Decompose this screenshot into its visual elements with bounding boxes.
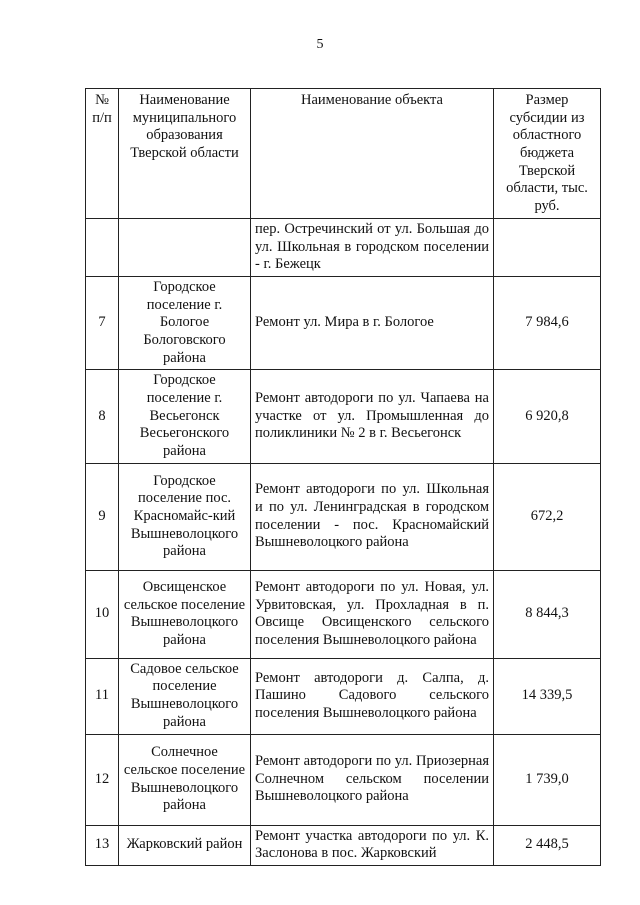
page-number: 5	[316, 37, 324, 52]
table-row	[86, 734, 601, 825]
row-object: Ремонт ул. Мира в г. Бологое	[251, 276, 494, 369]
table-row	[86, 218, 601, 276]
table-header-row	[86, 89, 601, 219]
row-num: 8	[86, 370, 119, 463]
row-municipality: Городское поселение пос. Красномайс-кий Вышневолоцкого района	[119, 463, 251, 570]
header-num: № п/п	[86, 89, 119, 219]
row-subsidy: 8 844,3	[494, 570, 601, 658]
header-subsidy: Размер субсидии из областного бюджета Тверской области, тыс. руб.	[494, 89, 601, 219]
table-row	[86, 570, 601, 658]
row-object: Ремонт автодороги д. Салпа, д. Пашино Садового сельского поселения Вышневолоцкого района	[251, 658, 494, 734]
row-municipality: Овсищенское сельское поселение Вышневолоцкого района	[119, 570, 251, 658]
row-subsidy: 14 339,5	[494, 658, 601, 734]
row-subsidy	[494, 218, 601, 276]
row-num	[86, 218, 119, 276]
table-row	[86, 825, 601, 865]
row-subsidy: 7 984,6	[494, 276, 601, 369]
row-num: 7	[86, 276, 119, 369]
row-municipality: Солнечное сельское поселение Вышневолоцкого района	[119, 734, 251, 825]
row-object: пер. Остречинский от ул. Большая до ул. Школьная в городском поселении - г. Бежецк	[251, 218, 494, 276]
row-municipality: Городское поселение г. Бологое Бологовского района	[119, 276, 251, 369]
table-row	[86, 658, 601, 734]
row-num: 9	[86, 463, 119, 570]
row-municipality: Городское поселение г. Весьегонск Весьегонского района	[119, 370, 251, 463]
table-row	[86, 276, 601, 369]
row-municipality: Садовое сельское поселение Вышневолоцкого района	[119, 658, 251, 734]
header-object: Наименование объекта	[251, 89, 494, 219]
row-object: Ремонт автодороги по ул. Новая, ул. Урвитовская, ул. Прохладная в п. Овсище Овсищенского сельского поселения Вышневолоцкого района	[251, 570, 494, 658]
row-object: Ремонт автодороги по ул. Приозерная Солнечном сельском поселении Вышневолоцкого района	[251, 734, 494, 825]
header-municipality: Наименование муниципального образования Тверской области	[119, 89, 251, 219]
row-subsidy: 1 739,0	[494, 734, 601, 825]
table-row	[86, 370, 601, 463]
row-subsidy: 672,2	[494, 463, 601, 570]
row-subsidy: 2 448,5	[494, 825, 601, 865]
row-subsidy: 6 920,8	[494, 370, 601, 463]
row-num: 11	[86, 658, 119, 734]
row-object: Ремонт автодороги по ул. Школьная и по ул. Ленинградская в городском поселении - пос. Красномайский Вышневолоцкого района	[251, 463, 494, 570]
row-object: Ремонт автодороги по ул. Чапаева на участке от ул. Промышленная до поликлиники № 2 в г. Весьегонск	[251, 370, 494, 463]
row-num: 13	[86, 825, 119, 865]
row-municipality: Жарковский район	[119, 825, 251, 865]
table-row	[86, 463, 601, 570]
row-num: 10	[86, 570, 119, 658]
row-municipality	[119, 218, 251, 276]
row-object: Ремонт участка автодороги по ул. К. Заслонова в пос. Жарковский	[251, 825, 494, 865]
subsidy-table	[85, 88, 601, 866]
row-num: 12	[86, 734, 119, 825]
